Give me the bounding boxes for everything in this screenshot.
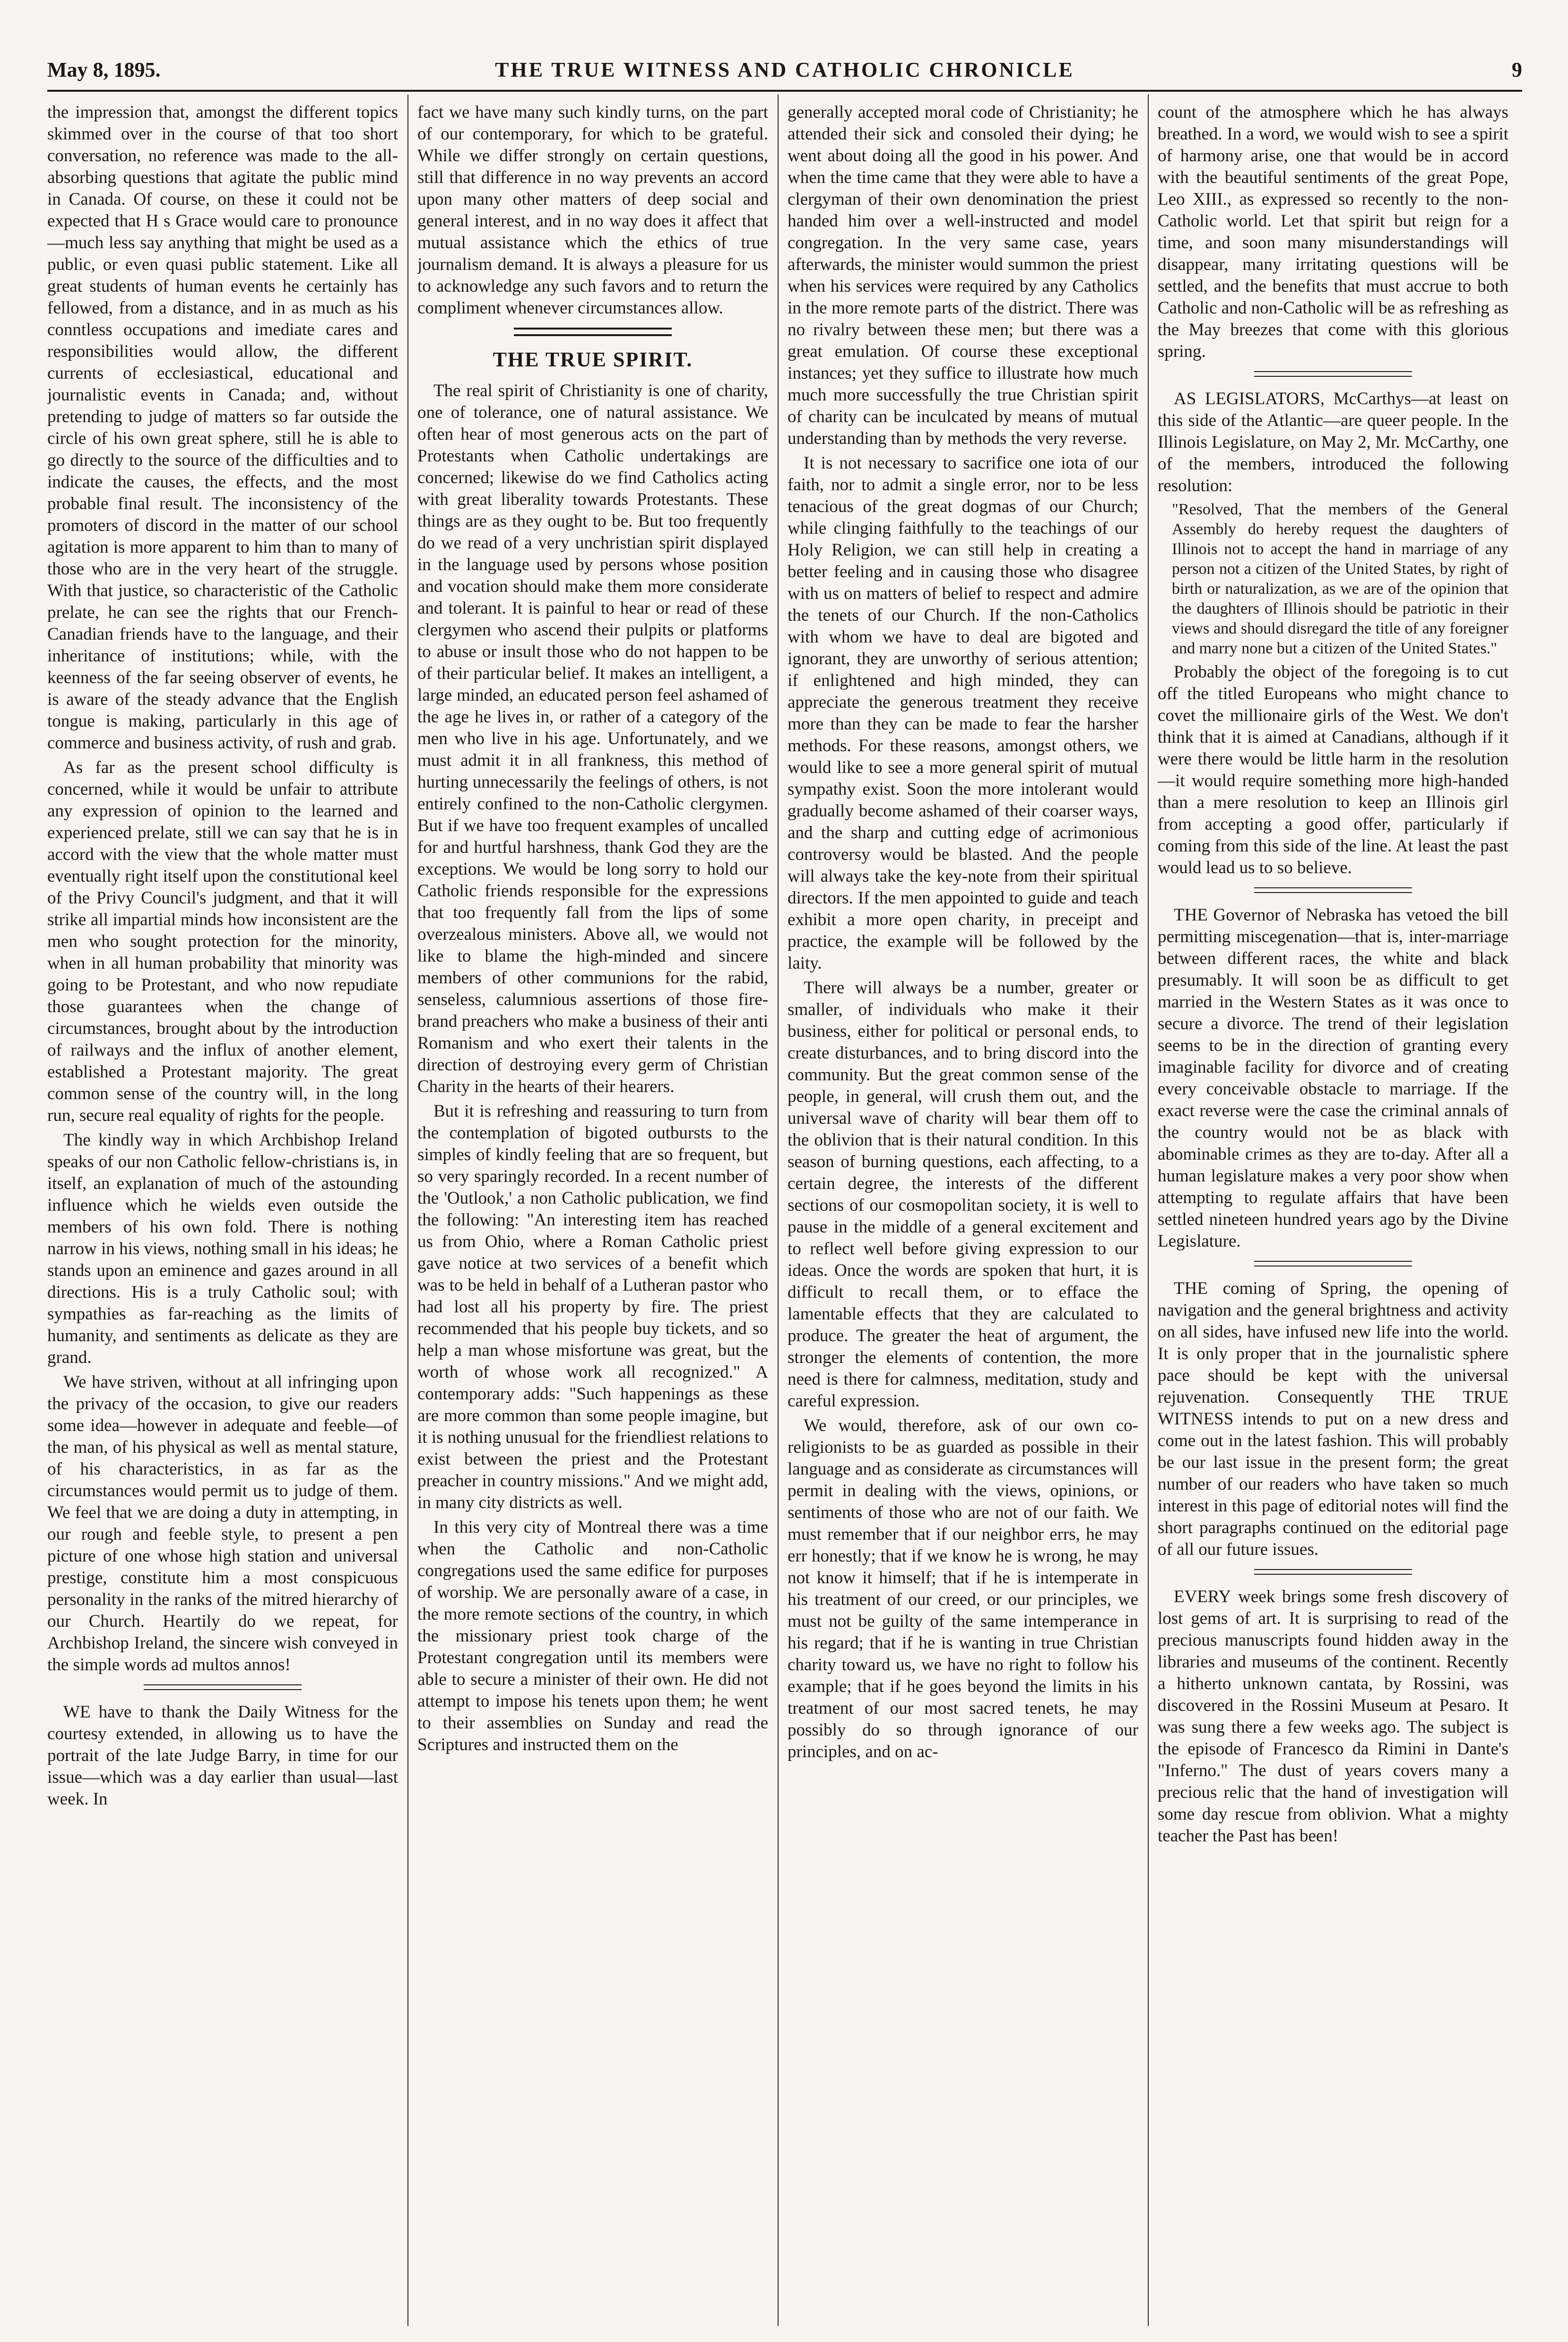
- masthead-title: THE TRUE WITNESS AND CATHOLIC CHRONICLE: [495, 58, 1074, 81]
- paragraph: generally accepted moral code of Christianity; he attended their sick and consoled their dying; he went about doing all the good in his power. And when the time came that they were able to have a clergyman of their own denomination the priest handed him over a well-instructed and model congregation. In the very same case, years afterwards, the minister would summon the priest when his services were required by any Catholics in the more remote parts of the district. There was no rivalry between these men; but there was a great emulation. Of course these exceptional instances; yet they suffice to illustrate how much much more successfully the true Christian spirit of charity can be inculcated by means of mutual understanding than by methods the very reverse.: [788, 103, 1138, 448]
- paragraph: The kindly way in which Archbishop Ireland speaks of our non Catholic fellow-christians is, in itself, an explanation of much of the astounding influence which he wields even outside the members of his own fold. There is nothing narrow in his views, nothing small in his ideas; he stands upon an eminence and gazes around in all directions. His is a truly Catholic soul; with sympathies as far-reaching as the limits of humanity, and sentiments as delicate as they are grand.: [47, 1130, 398, 1367]
- column-rule: [407, 95, 408, 2326]
- paragraph: We would, therefore, ask of our own co-religionists to be as guarded as possible in their language and as considerate as circumstances will permit in dealing with the views, opinions, or sentiments of those who are not of our faith. We must remember that if our neighbor errs, he may err honestly; that if we know he is wrong, he may not know it himself; that if he is intemperate in his treatment of our creed, or our principles, we must not be guilty of the same intemperance in his regard; that if he is wanting in true Christian charity toward us, we have no right to follow his example; that if he goes beyond the limits in his treatment of our most sacred tenets, he may possibly do so through ignorance of our principles, and on ac-: [788, 1416, 1138, 1761]
- paragraph: the impression that, amongst the different topics skimmed over in the course of that too short conversation, no reference was made to the all-absorbing questions that agitate the public mind in Canada. Of course, on these it could not be expected that H s Grace would care to pronounce—much less say anything that might be used as a public, or even quasi public statement. Like all great students of human events he certainly has fellowed, from a distance, and in as much as his conntless occupations and imediate cares and responsibilities would allow, the different currents of ecclesiastical, educational and journalistic events in Canada; and, without pretending to judge of matters so far outside the circle of his own great sphere, still he is able to go directly to the source of the difficulties and to indicate the causes, the effects, and the most probable final result. The inconsistency of the promoters of discord in the matter of our school agitation is more apparent to him than to many of those who are in the very heart of the struggle. With that justice, so characteristic of the Catholic prelate, he can see the rights that our French-Canadian friends have to the language, and their inheritance of institutions; while, with the keenness of the far seeing observer of events, he is aware of the steady advance that the English tongue is making, particularly in this age of commerce and business activity, of rush and grab.: [47, 103, 398, 753]
- column-2: [417, 102, 768, 2326]
- lead-in: AS LEGISLATORS,: [1174, 389, 1325, 408]
- paragraph: [1158, 388, 1508, 497]
- paragraph: But it is refreshing and reassuring to turn from the contemplation of bigoted outbursts to the simples of kindly feeling that are so frequent, but so very sparingly recorded. In a recent number of the 'Outlook,' a non Catholic publication, we find the following: "An interesting item has reached us from Ohio, where a Roman Catholic priest gave notice at two services of a benefit which was to be held in behalf of a Lutheran pastor who had lost all his property by fire. The priest recommended that his people buy tickets, and so help a man whose misfortune was great, but the worth of whose work all recognized." A contemporary adds: "Such happenings as these are more common than some people imagine, but it is nothing unusual for the friendliest relations to exist between the priest and the Protestant preacher in country missions." And we might add, in many city districts as well.: [417, 1102, 768, 1512]
- header-rule: [47, 90, 1522, 92]
- paragraph: It is not necessary to sacrifice one iota of our faith, nor to admit a single error, nor to be less tenacious of the great dogmas of our Church; while clinging faithfully to the teachings of our Holy Religion, we can still help in creating a better feeling and in causing those who disagree with us on matters of belief to respect and admire the tenets of our Church. If the non-Catholics with whom we have to deal are bigoted and ignorant, they are unworthy of serious attention; if enlightened and high minded, they can appreciate the generous treatment they receive more than they can be made to fear the harsher methods. For these reasons, amongst others, we would like to see a more general spirit of mutual sympathy exist. Soon the more intolerant would gradually become ashamed of their coarser ways, and the sharp and cutting edge of acrimonious controversy would be blasted. And the people will always take the key-note from their spiritual directors. If the men appointed to guide and teach exhibit a more open charity, in preceipt and practice, the example will be followed by the laity.: [788, 453, 1138, 973]
- paragraph: fact we have many such kindly turns, on the part of our contemporary, for which to be grateful. While we differ strongly on certain questions, still that difference in no way prevents an accord upon many other matters of deep social and general interest, and in no way does it affect that mutual assistance which the ethics of true journalism demand. It is always a pleasure for us to acknowledge any such favors and to return the compliment whenever circumstances allow.: [417, 103, 768, 318]
- paragraph: WE have to thank the Daily Witness for the courtesy extended, in allowing us to have the portrait of the late Judge Barry, in time for our issue—which was a day earlier than usual—last week. In: [47, 1702, 398, 1809]
- lead-in: THE: [1174, 905, 1208, 925]
- paragraph-text: Governor of Nebraska has vetoed the bill permitting miscegenation—that is, inter-marriage between different races, the white and black presumably. It will soon be as difficult to get married in the Western States as it was once to secure a divorce. The trend of their legislation seems to be in the direction of granting every imaginable facility for divorce and of creating every conceivable obstacle to marriage. If the exact reverse were the case the criminal annals of the country would not be as black with abominable crimes as they are to-day. After all a human legislature makes a very poor show when attempting to regulate affairs that have been settled nineteen hundred years ago by the Divine Legislature.: [1158, 905, 1508, 1251]
- section-divider: [1254, 371, 1412, 377]
- paragraph: [1158, 1278, 1508, 1561]
- section-divider: [1254, 1569, 1412, 1575]
- paragraph: We have striven, without at all infringing upon the privacy of the occasion, to give our readers some idea—however in adequate and feeble—of the man, of his physical as well as mental stature, of his characteristics, in as far as the circumstances would permit us to judge of them. We feel that we are doing a duty in attempting, in our rough and feeble style, to present a pen picture of one whose high station and universal prestige, constitute him a most conspicuous personality in the ranks of the mitred hierarchy of our Church. Heartily do we repeat, for Archbishop Ireland, the sincere wish conveyed in the simple words ad multos annos!: [47, 1372, 398, 1674]
- paragraph: In this very city of Montreal there was a time when the Catholic and non-Catholic congregations used the same edifice for purposes of worship. We are personally aware of a case, in the more remote sections of the country, in which the missionary priest took charge of the Protestant congregation until its members were able to secure a minister of their own. He did not attempt to impose his tenets upon them; he went to their assemblies on Sunday and read the Scriptures and instructed them on the: [417, 1518, 768, 1754]
- paragraph-text: coming of Spring, the opening of navigation and the general brightness and activity on all sides, have infused new life into the world. It is only proper that in the journalistic sphere pace should be kept with the universal rejuvenation. Consequently THE TRUE WITNESS intends to put on a new dress and come out in the latest fashion. This will probably be our last issue in the present form; the great number of our readers who have taken so much interest in this page of editorial notes will find the short paragraphs continued on the editorial page of all our future issues.: [1158, 1279, 1508, 1559]
- column-1: [47, 102, 398, 2326]
- paragraph: count of the atmosphere which he has always breathed. In a word, we would wish to see a spirit of harmony arise, one that would be in accord with the beautiful sentiments of the great Pope, Leo XIII., as expressed so recently to the non-Catholic world. Let that spirit but reign for a time, and soon many misunderstandings will disappear, many irritating questions will be settled, and the benefits that must accrue to both Catholic and non-Catholic will be as refreshing as the May breezes that come with this glorious spring.: [1158, 103, 1508, 361]
- section-divider: [514, 328, 672, 336]
- paragraph: [1158, 904, 1508, 1252]
- paragraph: [1158, 1586, 1508, 1847]
- lead-in: THE: [1174, 1279, 1208, 1298]
- resolution-quote: "Resolved, That the members of the General Assembly do hereby request the daughters of Illinois not to accept the hand in marriage of any person not a citizen of the United States, by right of birth or naturalization, as we are of the opinion that the daughters of Illinois should be patriotic in their views and should disregard the title of any foreigner and marry none but a citizen of the United States.": [1172, 501, 1508, 657]
- article-heading: THE TRUE SPIRIT.: [493, 348, 693, 371]
- page-number: 9: [1512, 58, 1522, 81]
- paragraph: Probably the object of the foregoing is to cut off the titled Europeans who might chance to covet the millionaire girls of the West. We don't think that it is aimed at Canadians, although if it were there would be little harm in the resolution—it would require something more high-handed than a mere resolution to keep an Illinois girl from accepting a good offer, particularly if coming from this side of the line. At least the past would lead us to so believe.: [1158, 662, 1508, 877]
- column-rule: [1148, 95, 1149, 2326]
- paragraph: There will always be a number, greater or smaller, of individuals who make it their business, either for political or personal ends, to create disturbances, and to bring discord into the community. But the great common sense of the people, in general, will crush them out, and the universal wave of charity will bear them off to the oblivion that is their natural condition. In this season of burning questions, each affecting, to a certain degree, the interests of the different sections of our cosmopolitan society, it is well to pause in the middle of a general excitement and to reflect well before giving expression to our ideas. Once the words are spoken that hurt, it is difficult to recall them, or to efface the lamentable effects that they are calculated to produce. The greater the heat of argument, the stronger the elements of contention, the more need is there for calmness, meditation, study and careful expression.: [788, 978, 1138, 1411]
- paragraph-text: McCarthys—at least on this side of the Atlantic—are queer people. In the Illinois Legislature, on May 2, Mr. McCarthy, one of the members, introduced the following resolution:: [1158, 389, 1508, 495]
- lead-in: EVERY: [1174, 1587, 1231, 1606]
- column-4: [1158, 102, 1508, 2326]
- section-divider: [1254, 887, 1412, 893]
- section-divider: [1254, 1261, 1412, 1266]
- page-header: [47, 58, 1522, 91]
- column-rule: [778, 95, 779, 2326]
- section-divider: [144, 1684, 302, 1690]
- paragraph-text: week brings some fresh discovery of lost gems of art. It is surprising to read of the precious manuscripts found hidden away in the libraries and museums of the continent. Recently a hitherto unknown cantata, by Rossini, was discovered in the Rossini Museum at Pesaro. It was sung there a few weeks ago. The subject is the episode of Francesco da Rimini in Dante's "Inferno." The dust of years covers many a precious relic that the hand of investigation will some day rescue from oblivion. What a mighty teacher the Past has been!: [1158, 1587, 1508, 1846]
- column-3: [788, 102, 1138, 2326]
- issue-date: May 8, 1895.: [47, 58, 161, 81]
- paragraph: The real spirit of Christianity is one of charity, one of tolerance, one of natural assistance. We often hear of most generous acts on the part of Protestants when Catholic undertakings are concerned; likewise do we find Catholics acting with great liberality towards Protestants. These things are as they ought to be. But too frequently do we read of a very unchristian spirit displayed in the language used by persons whose position and vocation should make them more considerate and tolerant. It is painful to hear or read of these clergymen who ascend their pulpits or platforms to abuse or insult those who do not happen to be of their particular belief. It makes an intelligent, a large minded, an educated person feel ashamed of the age he lives in, or rather of a category of the men who live in his age. Unfortunately, and we must admit it in all frankness, this method of hurting unnecessarily the feelings of others, is not entirely confined to the non-Catholic clergymen. But if we have too frequent examples of uncalled for and hurtful harshness, thank God they are the exceptions. We would be long sorry to hold our Catholic friends responsible for the expressions that too frequently fall from the lips of some overzealous ministers. Above all, we would not like to blame the high-minded and sincere members of other communions for the rabid, senseless, calumnious assertions of those fire-brand preachers who make a business of their anti Romanism and who exert their talents in the direction of destroying every germ of Christian Charity in the hearts of their hearers.: [417, 381, 768, 1096]
- paragraph: As far as the present school difficulty is concerned, while it would be unfair to attribute any expression of opinion to the learned and experienced prelate, still we can say that he is in accord with the view that the whole matter must eventually right itself upon the constitutional keel of the Privy Council's judgment, and that it will strike all impartial minds how inconsistent are the men who sought protection for the minority, when in all human probability that minority was going to be Protestant, and who now repudiate those guarantees when the change of circumstances, brought about by the introduction of railways and the influx of another element, established a Protestant majority. The great common sense of the country will, in the long run, secure real equality of rights for the people.: [47, 758, 398, 1125]
